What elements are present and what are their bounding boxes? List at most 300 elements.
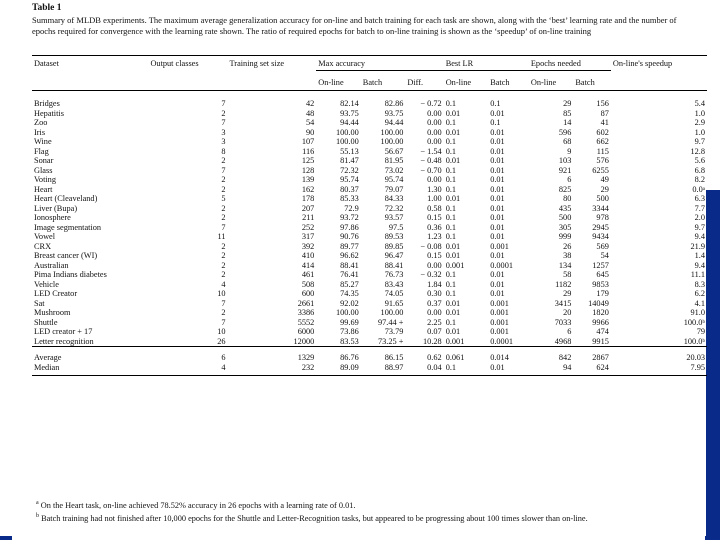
cell-epochs-batch: 179 <box>596 289 609 298</box>
cell-dataset: Sonar <box>34 156 54 165</box>
cell-training-set-size: 162 <box>301 184 315 194</box>
cell-lr-batch: 0.01 <box>490 156 505 165</box>
cell-training-set-size: 207 <box>301 203 315 213</box>
cell-epochs-batch: 9434 <box>592 232 609 241</box>
footnote <box>32 498 704 511</box>
cell-acc-online: 100.00 <box>335 127 359 137</box>
cell-output-classes: 3 <box>221 137 226 146</box>
cell-dataset: Glass <box>34 165 53 175</box>
cell-acc-diff: 0.00 <box>427 118 442 127</box>
cell-acc-online: 85.33 <box>340 194 359 203</box>
table-row <box>32 337 707 347</box>
cell-training-set-size: 410 <box>301 251 315 260</box>
cell-speedup: 9.4 <box>694 232 705 241</box>
table-title: Table 1 <box>32 3 62 13</box>
slide-right-bar <box>706 0 720 540</box>
cell-lr-online: 0.01 <box>445 156 461 165</box>
table-row <box>32 194 707 204</box>
cell-epochs-batch: 6255 <box>592 165 609 175</box>
cell-acc-online: 97.86 <box>340 222 359 232</box>
cell-acc-online: 74.35 <box>340 289 359 298</box>
cell-lr-online: 0.1 <box>445 118 457 127</box>
header-output-classes: Output classes <box>148 56 227 71</box>
cell-training-set-size: 128 <box>301 165 315 175</box>
cell-acc-batch: 94.44 <box>384 118 404 127</box>
cell-epochs-batch: 576 <box>596 156 609 165</box>
cell-speedup: 91.0 <box>690 308 705 317</box>
cell-dataset: LED Creator <box>34 289 78 298</box>
header-acc-batch: Batch <box>361 70 406 91</box>
cell-acc-batch: 81.95 <box>384 156 404 165</box>
cell-acc-online: 88.41 <box>340 260 359 270</box>
cell-dataset: Voting <box>34 175 56 184</box>
cell-acc-online: 55.13 <box>340 146 359 156</box>
footnote-mark: a <box>36 500 39 506</box>
cell-lr-online: 0.01 <box>445 327 461 336</box>
cell-lr-batch: 0.01 <box>490 146 505 156</box>
cell-epochs-batch: 29 <box>600 184 609 194</box>
cell-speedup: 5.6 <box>694 156 705 165</box>
cell-output-classes: 11 <box>217 232 226 241</box>
footnote <box>32 511 704 524</box>
cell-speedup: 2.9 <box>694 118 705 127</box>
cell-epochs-online: 85 <box>563 108 572 118</box>
cell-lr-online: 0.061 <box>444 347 489 363</box>
cell-lr-batch: 0.01 <box>490 165 505 175</box>
cell-acc-batch: 100.00 <box>380 127 404 137</box>
cell-acc-diff: 2.25 <box>427 317 442 327</box>
cell-output-classes: 26 <box>217 336 226 346</box>
cell-lr-online: 0.01 <box>445 241 461 251</box>
cell-epochs-online: 999 <box>558 232 572 241</box>
cell-acc-online: 94.44 <box>340 118 359 127</box>
table-row <box>32 327 707 337</box>
cell-output-classes: 2 <box>221 213 226 222</box>
cell-speedup: 20.03 <box>611 347 707 363</box>
cell-dataset: Wine <box>34 137 52 146</box>
table-row <box>32 109 707 119</box>
cell-epochs-online: 29 <box>563 99 572 108</box>
cell-lr-batch: 0.001 <box>490 298 509 308</box>
cell-epochs-online: 26 <box>563 241 572 251</box>
cell-acc-diff: 0.00 <box>427 260 442 270</box>
cell-acc-diff: 0.62 <box>405 347 443 363</box>
cell-epochs-online: 500 <box>558 213 572 222</box>
table-row <box>32 185 707 195</box>
cell-lr-batch: 0.01 <box>490 127 505 137</box>
cell-output-classes: 7 <box>221 99 226 108</box>
cell-acc-batch: 100.00 <box>380 308 404 317</box>
cell-lr-batch: 0.001 <box>490 308 509 317</box>
cell-lr-online: 0.1 <box>445 175 457 184</box>
cell-epochs-online: 921 <box>558 165 572 175</box>
table-row <box>32 270 707 280</box>
cell-speedup: 21.9 <box>690 241 705 251</box>
footnote-text: Batch training had not finished after 10,000 epochs for the Shuttle and Letter-Recognition tasks, but appeared to be progressing about 100 times slower than on-line. <box>41 514 588 524</box>
cell-lr-batch: 0.1 <box>490 118 501 127</box>
cell-speedup: 6.2 <box>694 289 705 298</box>
cell-lr-batch: 0.01 <box>490 108 505 118</box>
cell-output-classes: 2 <box>221 251 226 260</box>
cell-acc-batch: 96.47 <box>384 251 404 260</box>
header-max-accuracy: Max accuracy <box>316 56 443 71</box>
cell-training-set-size: 232 <box>228 363 317 376</box>
cell-acc-batch: 93.75 <box>384 108 404 118</box>
cell-training-set-size: 116 <box>302 146 315 156</box>
cell-epochs-online: 842 <box>529 347 574 363</box>
header-epochs-batch: Batch <box>573 70 611 91</box>
cell-acc-batch: 91.65 <box>384 298 404 308</box>
cell-epochs-online: 20 <box>563 308 572 317</box>
cell-epochs-online: 58 <box>563 270 572 279</box>
cell-acc-batch: 89.53 <box>384 232 404 241</box>
cell-lr-batch: 0.01 <box>490 184 505 194</box>
cell-acc-online: 99.69 <box>340 317 359 327</box>
cell-epochs-online: 94 <box>529 363 574 376</box>
cell-epochs-online: 825 <box>558 184 572 194</box>
cell-dataset: Shuttle <box>34 317 58 327</box>
cell-speedup: 1.0 <box>694 127 705 137</box>
cell-acc-diff: 0.04 <box>405 363 443 376</box>
cell-dataset: Image segmentation <box>34 222 102 232</box>
cell-acc-diff: 0.15 <box>427 251 442 260</box>
cell-epochs-batch: 624 <box>573 363 611 376</box>
cell-lr-online: 0.01 <box>445 251 461 260</box>
cell-epochs-batch: 9915 <box>592 336 609 346</box>
cell-epochs-online: 6 <box>567 327 572 336</box>
cell-acc-online: 72.9 <box>344 203 359 213</box>
table-row <box>32 318 707 328</box>
cell-lr-batch: 0.01 <box>490 203 505 213</box>
cell-epochs-online: 9 <box>567 146 572 156</box>
table-row <box>32 213 707 223</box>
cell-acc-online: 72.32 <box>340 165 359 175</box>
cell-lr-online: 0.01 <box>445 298 461 308</box>
cell-epochs-online: 29 <box>563 289 572 298</box>
cell-epochs-online: 134 <box>558 260 572 270</box>
results-table <box>32 55 707 376</box>
cell-acc-diff: − 0.72 <box>420 99 442 108</box>
footnote-text: On the Heart task, on-line achieved 78.52% accuracy in 26 epochs with a learning rate of 0.01. <box>40 500 356 510</box>
header-speedup: On-line's speedup <box>611 56 707 71</box>
header-training-set-size: Training set size <box>228 56 317 71</box>
cell-dataset: Hepatitis <box>34 108 64 118</box>
cell-acc-diff: 0.15 <box>427 213 442 222</box>
cell-output-classes: 2 <box>221 270 226 279</box>
cell-acc-diff: 0.36 <box>427 222 442 232</box>
cell-lr-online: 0.01 <box>445 127 461 137</box>
cell-speedup: 0.0ᵃ <box>692 184 705 194</box>
cell-speedup: 2.0 <box>694 213 705 222</box>
cell-acc-diff: 0.30 <box>427 289 442 298</box>
cell-acc-diff: − 1.54 <box>420 146 442 156</box>
table-footnotes <box>32 498 704 525</box>
slide-left-margin <box>0 0 10 540</box>
cell-acc-diff: 10.28 <box>423 336 442 346</box>
cell-epochs-batch: 1820 <box>592 308 609 317</box>
cell-dataset: Liver (Bupa) <box>34 203 78 213</box>
cell-epochs-batch: 9966 <box>592 317 609 327</box>
cell-lr-online: 0.01 <box>445 108 461 118</box>
cell-speedup: 79 <box>696 327 705 336</box>
cell-lr-online: 0.01 <box>445 308 461 317</box>
cell-training-set-size: 3386 <box>297 308 315 317</box>
table-summary <box>32 347 707 376</box>
cell-epochs-batch: 978 <box>596 213 609 222</box>
cell-lr-online: 0.1 <box>445 289 457 298</box>
cell-lr-batch: 0.01 <box>490 232 505 241</box>
cell-training-set-size: 42 <box>305 99 315 108</box>
cell-lr-online: 0.1 <box>445 99 457 108</box>
cell-speedup: 1.4 <box>694 251 705 260</box>
cell-acc-batch: 97.5 <box>388 222 404 232</box>
cell-output-classes: 4 <box>221 279 226 289</box>
cell-lr-online: 0.1 <box>445 317 457 327</box>
cell-lr-online: 0.1 <box>445 203 457 213</box>
header-epochs-online: On-line <box>529 70 574 91</box>
cell-acc-diff: 1.00 <box>427 194 442 203</box>
cell-epochs-batch: 1257 <box>592 260 609 270</box>
cell-lr-batch: 0.1 <box>490 99 501 108</box>
cell-dataset: Ionosphere <box>34 213 71 222</box>
table-row <box>32 232 707 242</box>
cell-epochs-online: 3415 <box>554 298 572 308</box>
cell-acc-diff: 0.58 <box>427 203 442 213</box>
header-acc-diff: Diff. <box>405 70 443 91</box>
cell-lr-batch: 0.001 <box>490 327 509 336</box>
cell-lr-batch: 0.01 <box>490 175 505 184</box>
cell-lr-online: 0.1 <box>445 146 457 156</box>
table-row <box>32 299 707 309</box>
cell-training-set-size: 392 <box>301 241 315 251</box>
cell-dataset: CRX <box>34 241 52 251</box>
cell-speedup: 7.95 <box>611 363 707 376</box>
cell-acc-diff: 1.84 <box>427 279 442 289</box>
cell-lr-online: 0.1 <box>445 213 457 222</box>
cell-acc-batch: 76.73 <box>384 270 404 279</box>
cell-lr-batch: 0.01 <box>490 213 505 222</box>
cell-acc-diff: 1.23 <box>427 232 442 241</box>
cell-dataset: Vehicle <box>34 279 59 289</box>
cell-dataset: Breast cancer (WI) <box>34 251 98 260</box>
cell-speedup: 12.8 <box>690 146 705 156</box>
cell-output-classes: 4 <box>148 363 227 376</box>
cell-acc-batch: 93.57 <box>384 213 404 222</box>
header-acc-online: On-line <box>316 70 361 91</box>
cell-output-classes: 6 <box>148 347 227 363</box>
cell-acc-diff: 0.00 <box>427 175 442 184</box>
cell-acc-online: 100.00 <box>335 308 359 317</box>
cell-acc-batch: 74.05 <box>384 289 404 298</box>
cell-acc-online: 95.74 <box>340 175 359 184</box>
cell-acc-online: 92.02 <box>340 298 359 308</box>
cell-dataset: Heart <box>34 184 53 194</box>
cell-training-set-size: 90 <box>305 127 315 137</box>
cell-lr-online: 0.1 <box>445 165 457 175</box>
table-row <box>32 308 707 318</box>
cell-output-classes: 7 <box>221 118 226 127</box>
cell-training-set-size: 2661 <box>297 298 315 308</box>
cell-acc-diff: − 0.32 <box>420 270 442 279</box>
cell-dataset: Vowel <box>34 232 56 241</box>
cell-output-classes: 7 <box>221 298 226 308</box>
table-body <box>32 91 707 347</box>
cell-training-set-size: 54 <box>305 118 315 127</box>
cell-acc-batch: 73.02 <box>384 165 404 175</box>
cell-epochs-online: 6 <box>567 175 572 184</box>
cell-acc-online: 86.76 <box>316 347 361 363</box>
cell-speedup: 4.1 <box>694 298 705 308</box>
cell-acc-diff: 1.30 <box>427 184 442 194</box>
cell-training-set-size: 600 <box>301 289 315 298</box>
cell-lr-batch: 0.01 <box>490 222 505 232</box>
cell-speedup: 6.8 <box>694 165 705 175</box>
cell-acc-batch: 73.79 <box>384 327 404 336</box>
cell-speedup: 8.3 <box>694 279 705 289</box>
cell-lr-online: 0.1 <box>445 184 457 194</box>
cell-output-classes: 7 <box>221 165 226 175</box>
table-row <box>32 137 707 147</box>
table-row <box>32 147 707 157</box>
cell-acc-online: 73.86 <box>340 327 359 336</box>
cell-training-set-size: 414 <box>301 260 315 270</box>
cell-training-set-size: 252 <box>301 222 315 232</box>
footnote-mark: b <box>36 513 39 520</box>
cell-dataset: Average <box>32 347 148 363</box>
cell-output-classes: 8 <box>221 146 226 156</box>
cell-epochs-batch: 569 <box>596 241 609 251</box>
cell-epochs-online: 38 <box>563 251 572 260</box>
cell-dataset: Sat <box>34 298 45 308</box>
summary-row <box>32 347 707 363</box>
cell-epochs-batch: 115 <box>596 146 609 156</box>
cell-acc-diff: 0.00 <box>427 308 442 317</box>
cell-epochs-batch: 500 <box>596 194 609 203</box>
cell-acc-online: 90.76 <box>340 232 359 241</box>
cell-acc-diff: − 0.48 <box>420 156 442 165</box>
cell-epochs-batch: 14049 <box>588 298 609 308</box>
cell-dataset: LED creator + 17 <box>34 327 93 336</box>
cell-lr-batch: 0.01 <box>490 251 505 260</box>
cell-training-set-size: 211 <box>302 213 315 222</box>
cell-acc-diff: 0.00 <box>427 137 442 146</box>
cell-lr-online: 0.1 <box>444 363 489 376</box>
cell-epochs-batch: 3344 <box>592 203 609 213</box>
cell-output-classes: 2 <box>221 308 226 317</box>
summary-row <box>32 363 707 376</box>
cell-speedup: 9.7 <box>694 222 705 232</box>
cell-epochs-online: 103 <box>558 156 572 165</box>
header-row-sub <box>32 70 707 91</box>
header-lr-online: On-line <box>444 70 489 91</box>
cell-lr-online: 0.001 <box>445 336 465 346</box>
cell-acc-batch: 97.44 + <box>377 317 404 327</box>
cell-acc-batch: 95.74 <box>384 175 404 184</box>
cell-lr-batch: 0.01 <box>490 279 505 289</box>
cell-epochs-batch: 2945 <box>592 222 609 232</box>
header-lr-batch: Batch <box>488 70 529 91</box>
header-epochs-needed: Epochs needed <box>529 56 611 71</box>
cell-lr-batch: 0.0001 <box>490 336 514 346</box>
cell-acc-diff: 0.00 <box>427 127 442 137</box>
cell-acc-diff: 0.07 <box>427 327 442 336</box>
cell-lr-online: 0.001 <box>445 260 465 270</box>
cell-training-set-size: 125 <box>301 156 315 165</box>
cell-speedup: 6.3 <box>694 194 705 203</box>
cell-lr-online: 0.01 <box>445 194 461 203</box>
cell-output-classes: 2 <box>221 108 226 118</box>
cell-training-set-size: 317 <box>301 232 315 241</box>
cell-epochs-batch: 662 <box>596 137 609 146</box>
cell-epochs-online: 14 <box>563 118 572 127</box>
cell-lr-batch: 0.0001 <box>490 260 514 270</box>
table-row <box>32 91 707 109</box>
cell-epochs-batch: 87 <box>600 108 609 118</box>
cell-speedup: 5.4 <box>694 99 705 108</box>
cell-epochs-batch: 602 <box>596 127 609 137</box>
cell-speedup: 9.4 <box>694 260 705 270</box>
cell-dataset: Zoo <box>34 118 48 127</box>
cell-acc-batch: 72.32 <box>384 203 404 213</box>
cell-acc-batch: 82.86 <box>384 99 404 108</box>
cell-lr-online: 0.1 <box>445 279 457 289</box>
cell-epochs-batch: 49 <box>600 175 609 184</box>
cell-epochs-batch: 156 <box>596 99 609 108</box>
cell-lr-online: 0.1 <box>445 137 457 146</box>
cell-acc-batch: 79.07 <box>384 184 404 194</box>
cell-acc-diff: − 0.08 <box>420 241 442 251</box>
cell-acc-online: 100.00 <box>335 137 359 146</box>
cell-output-classes: 10 <box>217 327 226 336</box>
table-caption: Summary of MLDB experiments. The maximum average generalization accuracy for on-line and batch training for each task are shown, along with the ‘best’ learning rate and the number of epochs required for convergence with the learning rate shown. The ratio of required epochs for batch to on-line training is shown as the ‘speedup’ of on-line training <box>32 15 677 36</box>
cell-speedup: 11.1 <box>690 270 705 279</box>
cell-epochs-online: 435 <box>558 203 572 213</box>
cell-output-classes: 3 <box>221 127 226 137</box>
cell-dataset: Heart (Cleaveland) <box>34 194 98 203</box>
cell-acc-online: 89.77 <box>340 241 359 251</box>
cell-lr-batch: 0.01 <box>490 289 505 298</box>
cell-epochs-batch: 9853 <box>592 279 609 289</box>
cell-training-set-size: 508 <box>301 279 315 289</box>
cell-acc-online: 83.53 <box>340 336 359 346</box>
cell-dataset: Bridges <box>34 99 60 108</box>
cell-dataset: Iris <box>34 127 46 137</box>
cell-training-set-size: 12000 <box>293 336 315 346</box>
cell-output-classes: 5 <box>221 194 226 203</box>
cell-epochs-online: 4968 <box>554 336 572 346</box>
cell-acc-online: 85.27 <box>340 279 359 289</box>
cell-lr-batch: 0.001 <box>490 241 509 251</box>
cell-acc-online: 76.41 <box>340 270 359 279</box>
cell-training-set-size: 48 <box>305 108 315 118</box>
cell-epochs-batch: 54 <box>600 251 609 260</box>
header-best-lr: Best LR <box>444 56 529 71</box>
cell-speedup: 8.2 <box>694 175 705 184</box>
table-row <box>32 156 707 166</box>
cell-epochs-online: 80 <box>563 194 572 203</box>
cell-acc-diff: − 0.70 <box>420 165 442 175</box>
table-row <box>32 242 707 252</box>
cell-lr-online: 0.1 <box>445 270 457 279</box>
table-row <box>32 289 707 299</box>
cell-epochs-online: 305 <box>558 222 572 232</box>
cell-epochs-online: 1182 <box>555 279 572 289</box>
cell-acc-batch: 88.41 <box>384 260 404 270</box>
cell-acc-batch: 100.00 <box>380 137 404 146</box>
cell-acc-online: 89.09 <box>316 363 361 376</box>
cell-lr-batch: 0.01 <box>490 270 505 279</box>
cell-acc-online: 96.62 <box>340 251 359 260</box>
